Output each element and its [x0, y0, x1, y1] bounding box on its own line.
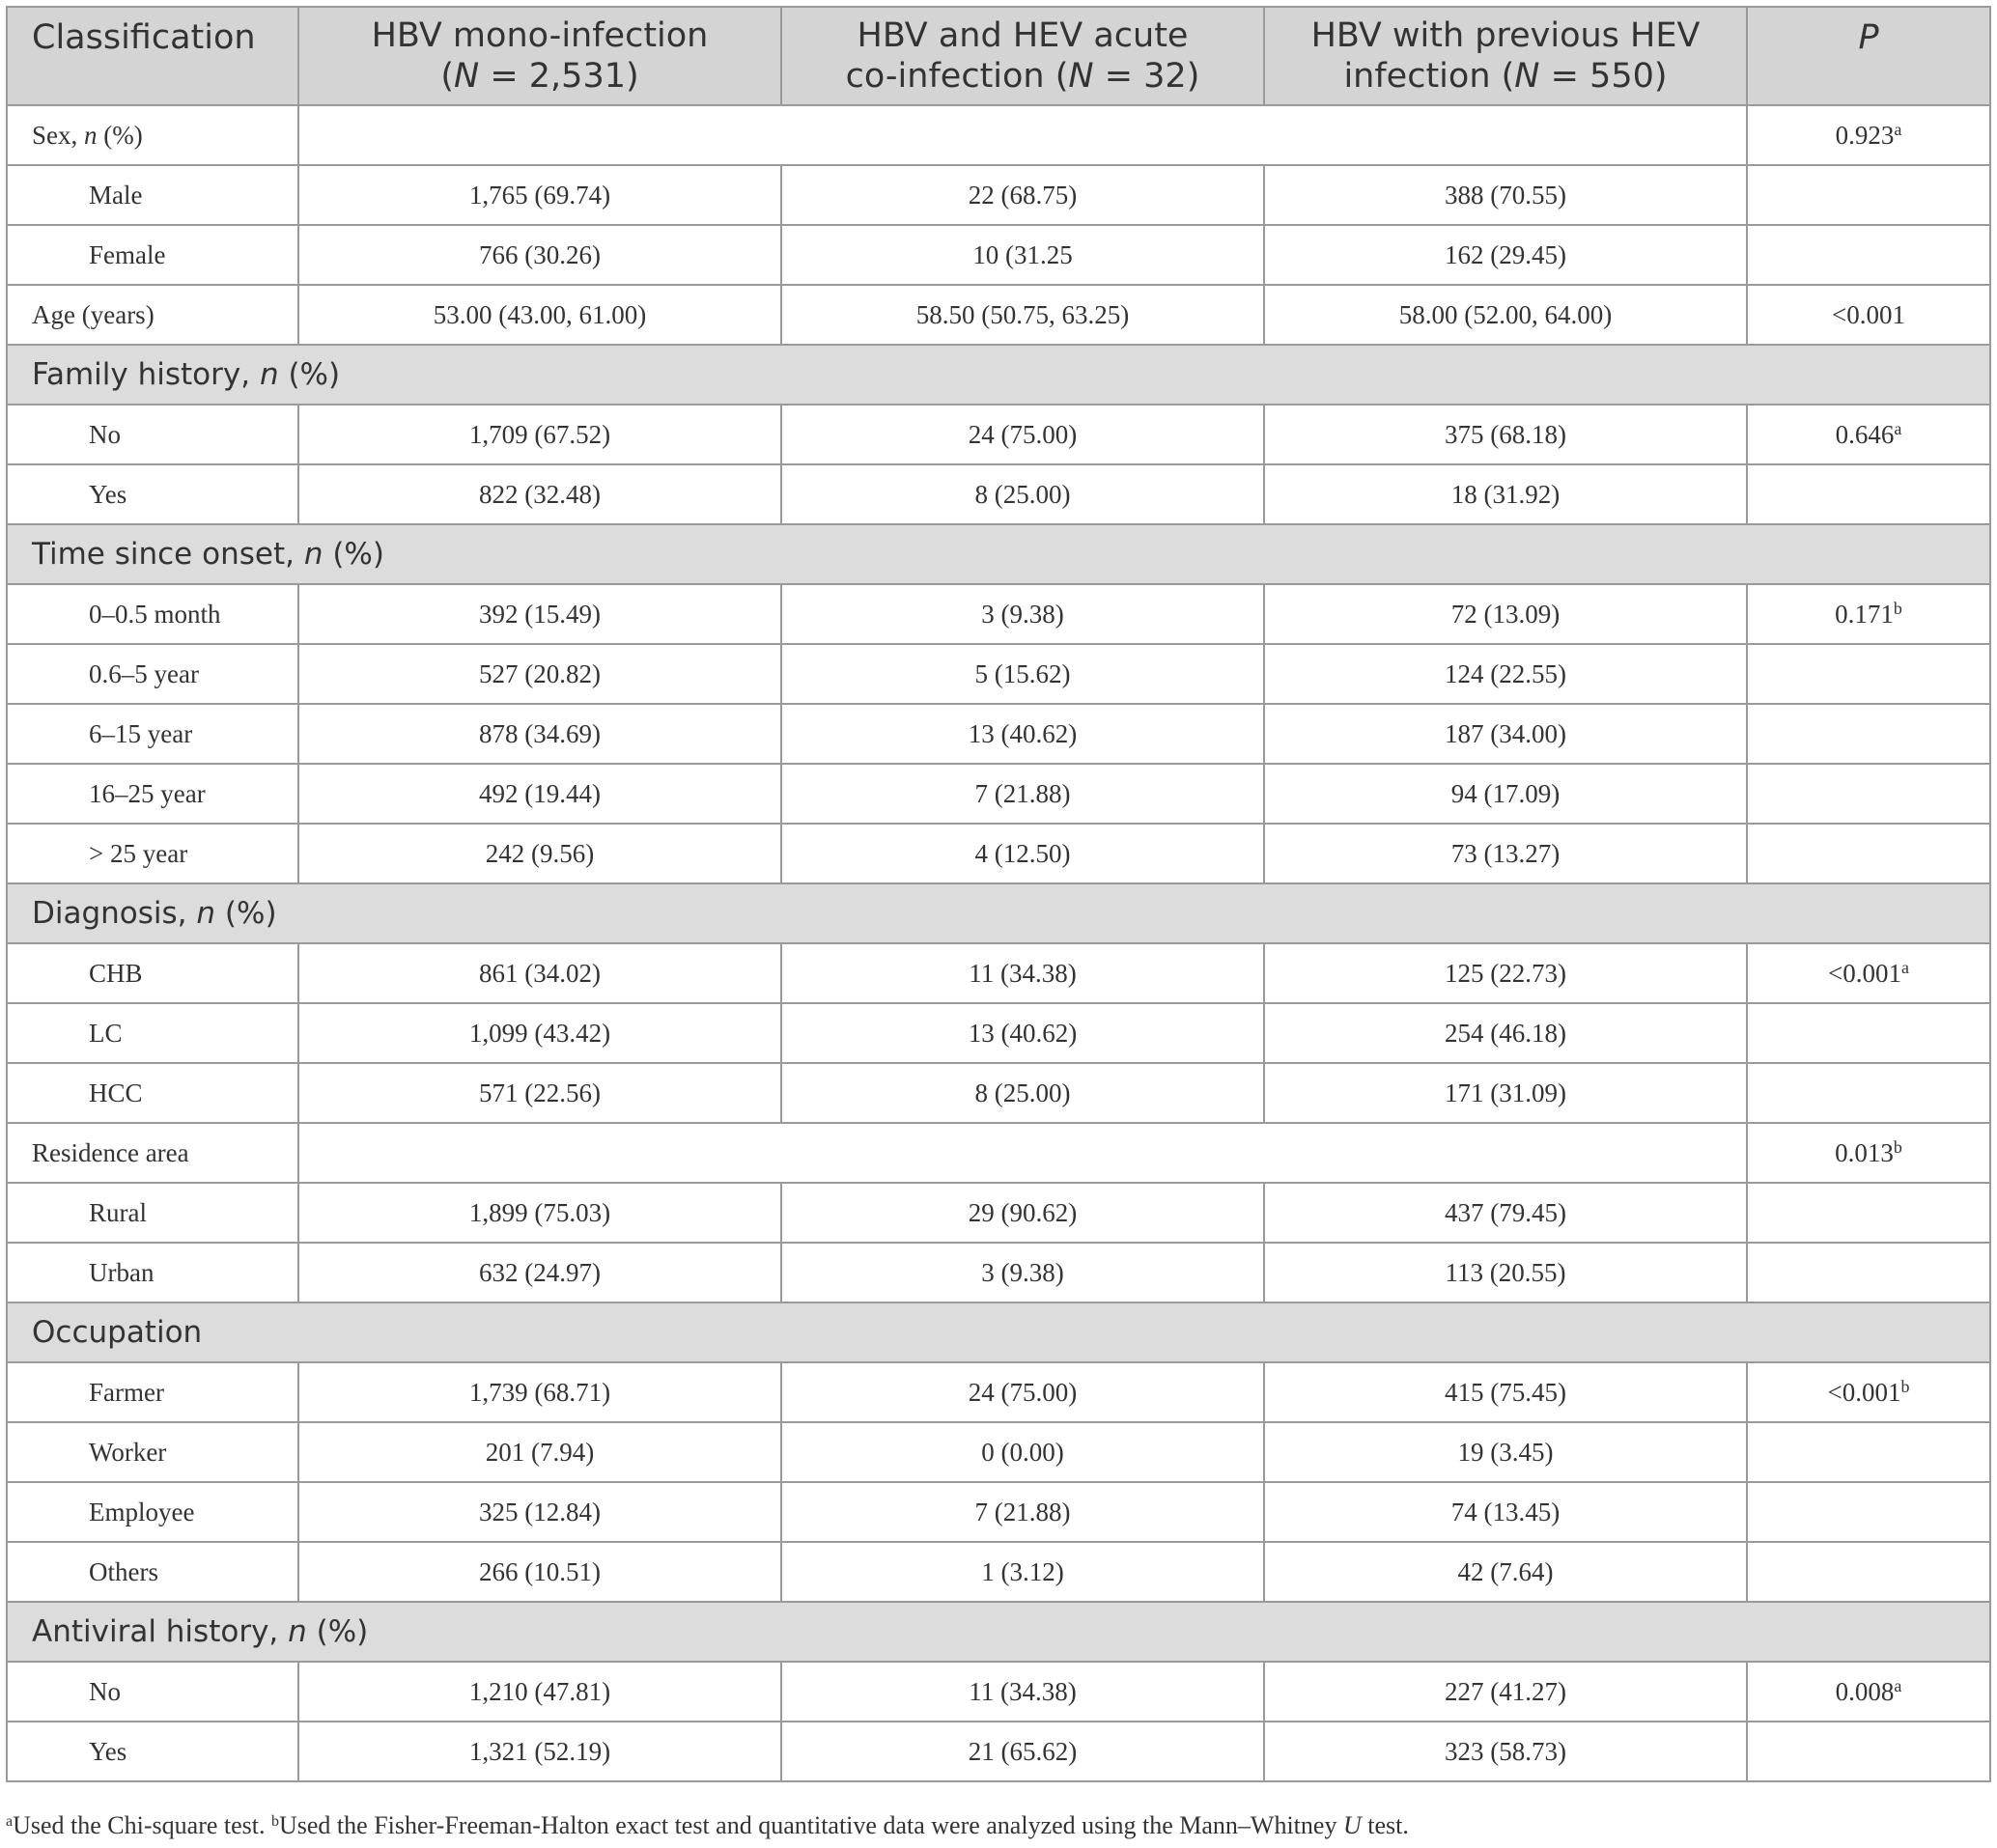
section-row: [7, 1602, 1990, 1662]
value-cell-group-1: 266 (10.51): [298, 1542, 781, 1602]
row-label: Urban: [7, 1243, 298, 1302]
row-label-text: Sex,: [32, 120, 84, 150]
p-value-cell: [1747, 704, 1990, 764]
p-value-cell: [1747, 943, 1990, 1003]
value-cell-group-1: 1,099 (43.42): [298, 1003, 781, 1063]
row-label: Residence area: [7, 1123, 298, 1183]
row-label-italic: n: [84, 120, 98, 150]
table-row: [7, 225, 1990, 285]
p-value: 0.923: [1835, 120, 1895, 150]
value-cell-group-2: 4 (12.50): [781, 824, 1264, 883]
section-heading-italic: n: [288, 1614, 307, 1649]
p-value-footnote-marker: b: [1900, 1376, 1910, 1396]
footnote-b-text: Used the Fisher-Freeman-Halton exact test and quantitative data were analyzed using the Mann–Whitney: [279, 1811, 1343, 1839]
row-label: Rural: [7, 1183, 298, 1243]
value-cell-group-2: 8 (25.00): [781, 1063, 1264, 1123]
footnote-b-italic: U: [1342, 1811, 1362, 1839]
value-cell-group-3: 94 (17.09): [1264, 764, 1747, 824]
value-cell-group-1: 1,321 (52.19): [298, 1722, 781, 1781]
row-label: Employee: [7, 1482, 298, 1542]
p-value-cell: [1747, 1243, 1990, 1302]
p-value-cell: [1747, 165, 1990, 225]
table-footnote: [6, 1811, 1409, 1840]
value-cell-group-3: 227 (41.27): [1264, 1662, 1747, 1722]
row-label: LC: [7, 1003, 298, 1063]
p-value: 0.646: [1835, 419, 1895, 449]
table-row: [7, 405, 1990, 464]
value-cell-group-3: 42 (7.64): [1264, 1542, 1747, 1602]
value-cell-group-3: 437 (79.45): [1264, 1183, 1747, 1243]
value-cell-group-1: 527 (20.82): [298, 644, 781, 704]
value-cell-group-2: 24 (75.00): [781, 1362, 1264, 1422]
section-heading-suffix: (%): [306, 1614, 369, 1649]
row-label: 0.6–5 year: [7, 644, 298, 704]
p-value-cell: [1747, 405, 1990, 464]
value-cell-group-2: 3 (9.38): [781, 1243, 1264, 1302]
p-value-footnote-marker: a: [1894, 119, 1902, 139]
value-cell-group-1: 325 (12.84): [298, 1482, 781, 1542]
p-value-cell: [1747, 1183, 1990, 1243]
p-value-cell: [1747, 1003, 1990, 1063]
header-hbv-hev-acute-line2-post: = 32): [1093, 57, 1200, 96]
value-cell-group-2: 21 (65.62): [781, 1722, 1264, 1781]
section-heading-suffix: (%): [278, 357, 341, 392]
row-label: Age (years): [7, 285, 298, 345]
characteristics-table: [6, 6, 1991, 1782]
row-label: Yes: [7, 464, 298, 524]
value-cell-group-3: 74 (13.45): [1264, 1482, 1747, 1542]
section-heading-italic: n: [196, 896, 216, 931]
p-value-cell: [1747, 1123, 1990, 1183]
p-value: <0.001: [1827, 1377, 1901, 1407]
value-cell-group-1: 861 (34.02): [298, 943, 781, 1003]
value-cell-group-2: 11 (34.38): [781, 943, 1264, 1003]
row-label: Female: [7, 225, 298, 285]
section-heading: [7, 1602, 1990, 1662]
header-hbv-previous-hev-line1: HBV with previous HEV: [1310, 16, 1701, 55]
value-cell-group-3: 375 (68.18): [1264, 405, 1747, 464]
empty-cell: [298, 105, 1747, 165]
row-label: Farmer: [7, 1362, 298, 1422]
section-row: [7, 883, 1990, 943]
row-label: 6–15 year: [7, 704, 298, 764]
value-cell-group-1: 1,709 (67.52): [298, 405, 781, 464]
row-label: No: [7, 1662, 298, 1722]
value-cell-group-2: 22 (68.75): [781, 165, 1264, 225]
header-hbv-mono-line2-pre: (: [440, 57, 455, 96]
section-heading-text: Diagnosis,: [32, 896, 197, 931]
table-row: [7, 1722, 1990, 1781]
p-value-cell: [1747, 464, 1990, 524]
table-row: [7, 1482, 1990, 1542]
value-cell-group-3: 58.00 (52.00, 64.00): [1264, 285, 1747, 345]
p-value: 0.008: [1835, 1676, 1895, 1706]
table-header-row: [7, 7, 1990, 105]
table-row: [7, 1183, 1990, 1243]
value-cell-group-1: 53.00 (43.00, 61.00): [298, 285, 781, 345]
row-label: Worker: [7, 1422, 298, 1482]
value-cell-group-1: 878 (34.69): [298, 704, 781, 764]
header-hbv-mono-line2-post: = 2,531): [479, 57, 639, 96]
section-row: [7, 524, 1990, 584]
row-label: 16–25 year: [7, 764, 298, 824]
table-row: [7, 105, 1990, 165]
value-cell-group-3: 19 (3.45): [1264, 1422, 1747, 1482]
row-label: 0–0.5 month: [7, 584, 298, 644]
p-value-cell: [1747, 1362, 1990, 1422]
section-row: [7, 345, 1990, 405]
value-cell-group-2: 3 (9.38): [781, 584, 1264, 644]
p-value-footnote-marker: a: [1894, 1675, 1902, 1695]
row-label-suffix: (%): [97, 120, 143, 150]
p-value-cell: [1747, 1482, 1990, 1542]
value-cell-group-2: 0 (0.00): [781, 1422, 1264, 1482]
value-cell-group-2: 7 (21.88): [781, 764, 1264, 824]
p-value-footnote-marker: a: [1900, 957, 1909, 977]
value-cell-group-3: 72 (13.09): [1264, 584, 1747, 644]
section-row: [7, 1302, 1990, 1362]
table-row: [7, 1063, 1990, 1123]
value-cell-group-1: 201 (7.94): [298, 1422, 781, 1482]
p-value-cell: [1747, 225, 1990, 285]
table-row: [7, 1542, 1990, 1602]
header-hbv-hev-acute-line1: HBV and HEV acute: [857, 16, 1189, 55]
value-cell-group-2: 8 (25.00): [781, 464, 1264, 524]
value-cell-group-2: 5 (15.62): [781, 644, 1264, 704]
empty-cell: [298, 1123, 1747, 1183]
p-value-cell: [1747, 764, 1990, 824]
p-value-cell: [1747, 1422, 1990, 1482]
value-cell-group-2: 11 (34.38): [781, 1662, 1264, 1722]
table-row: [7, 943, 1990, 1003]
value-cell-group-1: 571 (22.56): [298, 1063, 781, 1123]
p-value: <0.001: [1828, 958, 1901, 988]
p-value-cell: [1747, 285, 1990, 345]
p-value-footnote-marker: b: [1893, 598, 1902, 618]
value-cell-group-1: 1,210 (47.81): [298, 1662, 781, 1722]
p-value-footnote-marker: b: [1893, 1136, 1902, 1157]
table-row: [7, 1362, 1990, 1422]
header-hbv-mono-line1: HBV mono-infection: [371, 16, 709, 55]
p-value-cell: [1747, 105, 1990, 165]
table-row: [7, 824, 1990, 883]
section-heading-suffix: (%): [215, 896, 277, 931]
table-row: [7, 1662, 1990, 1722]
p-value: 0.171: [1835, 599, 1894, 629]
section-heading: Occupation: [7, 1302, 1990, 1362]
row-label: CHB: [7, 943, 298, 1003]
header-hbv-previous-hev: [1264, 7, 1747, 105]
p-value-cell: [1747, 584, 1990, 644]
value-cell-group-1: 632 (24.97): [298, 1243, 781, 1302]
value-cell-group-1: 242 (9.56): [298, 824, 781, 883]
section-heading: [7, 345, 1990, 405]
value-cell-group-1: 1,899 (75.03): [298, 1183, 781, 1243]
header-p-value: P: [1747, 7, 1990, 105]
value-cell-group-3: 388 (70.55): [1264, 165, 1747, 225]
table-row: [7, 165, 1990, 225]
table-row: [7, 764, 1990, 824]
section-heading-text: Time since onset,: [32, 537, 304, 572]
table-row: [7, 1422, 1990, 1482]
table-row: [7, 464, 1990, 524]
value-cell-group-1: 1,739 (68.71): [298, 1362, 781, 1422]
p-value-footnote-marker: a: [1894, 418, 1902, 438]
value-cell-group-3: 171 (31.09): [1264, 1063, 1747, 1123]
value-cell-group-1: 392 (15.49): [298, 584, 781, 644]
value-cell-group-1: 766 (30.26): [298, 225, 781, 285]
p-value-cell: [1747, 644, 1990, 704]
value-cell-group-1: 1,765 (69.74): [298, 165, 781, 225]
header-hbv-hev-acute-n: N: [1068, 57, 1094, 96]
value-cell-group-3: 73 (13.27): [1264, 824, 1747, 883]
row-label: Yes: [7, 1722, 298, 1781]
p-value-cell: [1747, 1662, 1990, 1722]
row-label: Others: [7, 1542, 298, 1602]
row-label: HCC: [7, 1063, 298, 1123]
section-heading-italic: n: [259, 357, 279, 392]
table-row: [7, 1003, 1990, 1063]
row-label: Male: [7, 165, 298, 225]
row-label: > 25 year: [7, 824, 298, 883]
value-cell-group-2: 29 (90.62): [781, 1183, 1264, 1243]
value-cell-group-1: 492 (19.44): [298, 764, 781, 824]
table-row: [7, 584, 1990, 644]
table-body: [7, 105, 1990, 1781]
section-heading-italic: n: [303, 537, 323, 572]
p-value-cell: [1747, 824, 1990, 883]
footnote-b-marker: b: [271, 1813, 279, 1830]
section-heading-suffix: (%): [323, 537, 384, 572]
row-label: [7, 105, 298, 165]
header-hbv-previous-hev-line2-pre: infection (: [1343, 57, 1515, 96]
table-row: [7, 704, 1990, 764]
p-value-cell: [1747, 1722, 1990, 1781]
value-cell-group-2: 1 (3.12): [781, 1542, 1264, 1602]
value-cell-group-2: 10 (31.25: [781, 225, 1264, 285]
value-cell-group-3: 323 (58.73): [1264, 1722, 1747, 1781]
value-cell-group-2: 7 (21.88): [781, 1482, 1264, 1542]
section-heading-text: Antiviral history,: [32, 1614, 289, 1649]
value-cell-group-2: 24 (75.00): [781, 405, 1264, 464]
header-hbv-mono-n: N: [454, 57, 480, 96]
value-cell-group-3: 125 (22.73): [1264, 943, 1747, 1003]
section-heading: [7, 524, 1990, 584]
table-row: [7, 644, 1990, 704]
value-cell-group-3: 18 (31.92): [1264, 464, 1747, 524]
value-cell-group-1: 822 (32.48): [298, 464, 781, 524]
header-hbv-hev-acute-line2-pre: co-infection (: [845, 57, 1069, 96]
section-heading-text: Family history,: [32, 357, 260, 392]
p-value-cell: [1747, 1063, 1990, 1123]
header-hbv-hev-acute: [781, 7, 1264, 105]
value-cell-group-3: 162 (29.45): [1264, 225, 1747, 285]
p-value-cell: [1747, 1542, 1990, 1602]
value-cell-group-3: 113 (20.55): [1264, 1243, 1747, 1302]
p-value: <0.001: [1832, 299, 1905, 329]
header-classification: Classification: [7, 7, 298, 105]
value-cell-group-3: 254 (46.18): [1264, 1003, 1747, 1063]
footnote-b-end: test.: [1361, 1811, 1409, 1839]
header-hbv-previous-hev-n: N: [1514, 57, 1540, 96]
value-cell-group-3: 415 (75.45): [1264, 1362, 1747, 1422]
table-row: [7, 1243, 1990, 1302]
footnote-a-text: Used the Chi-square test.: [13, 1811, 271, 1839]
value-cell-group-3: 187 (34.00): [1264, 704, 1747, 764]
table-row: [7, 285, 1990, 345]
table-row: [7, 1123, 1990, 1183]
value-cell-group-3: 124 (22.55): [1264, 644, 1747, 704]
header-hbv-mono: [298, 7, 781, 105]
footnote-a-marker: a: [6, 1813, 14, 1830]
header-hbv-previous-hev-line2-post: = 550): [1539, 57, 1668, 96]
row-label: No: [7, 405, 298, 464]
value-cell-group-2: 13 (40.62): [781, 1003, 1264, 1063]
section-heading: [7, 883, 1990, 943]
value-cell-group-2: 58.50 (50.75, 63.25): [781, 285, 1264, 345]
value-cell-group-2: 13 (40.62): [781, 704, 1264, 764]
p-value: 0.013: [1835, 1137, 1894, 1167]
